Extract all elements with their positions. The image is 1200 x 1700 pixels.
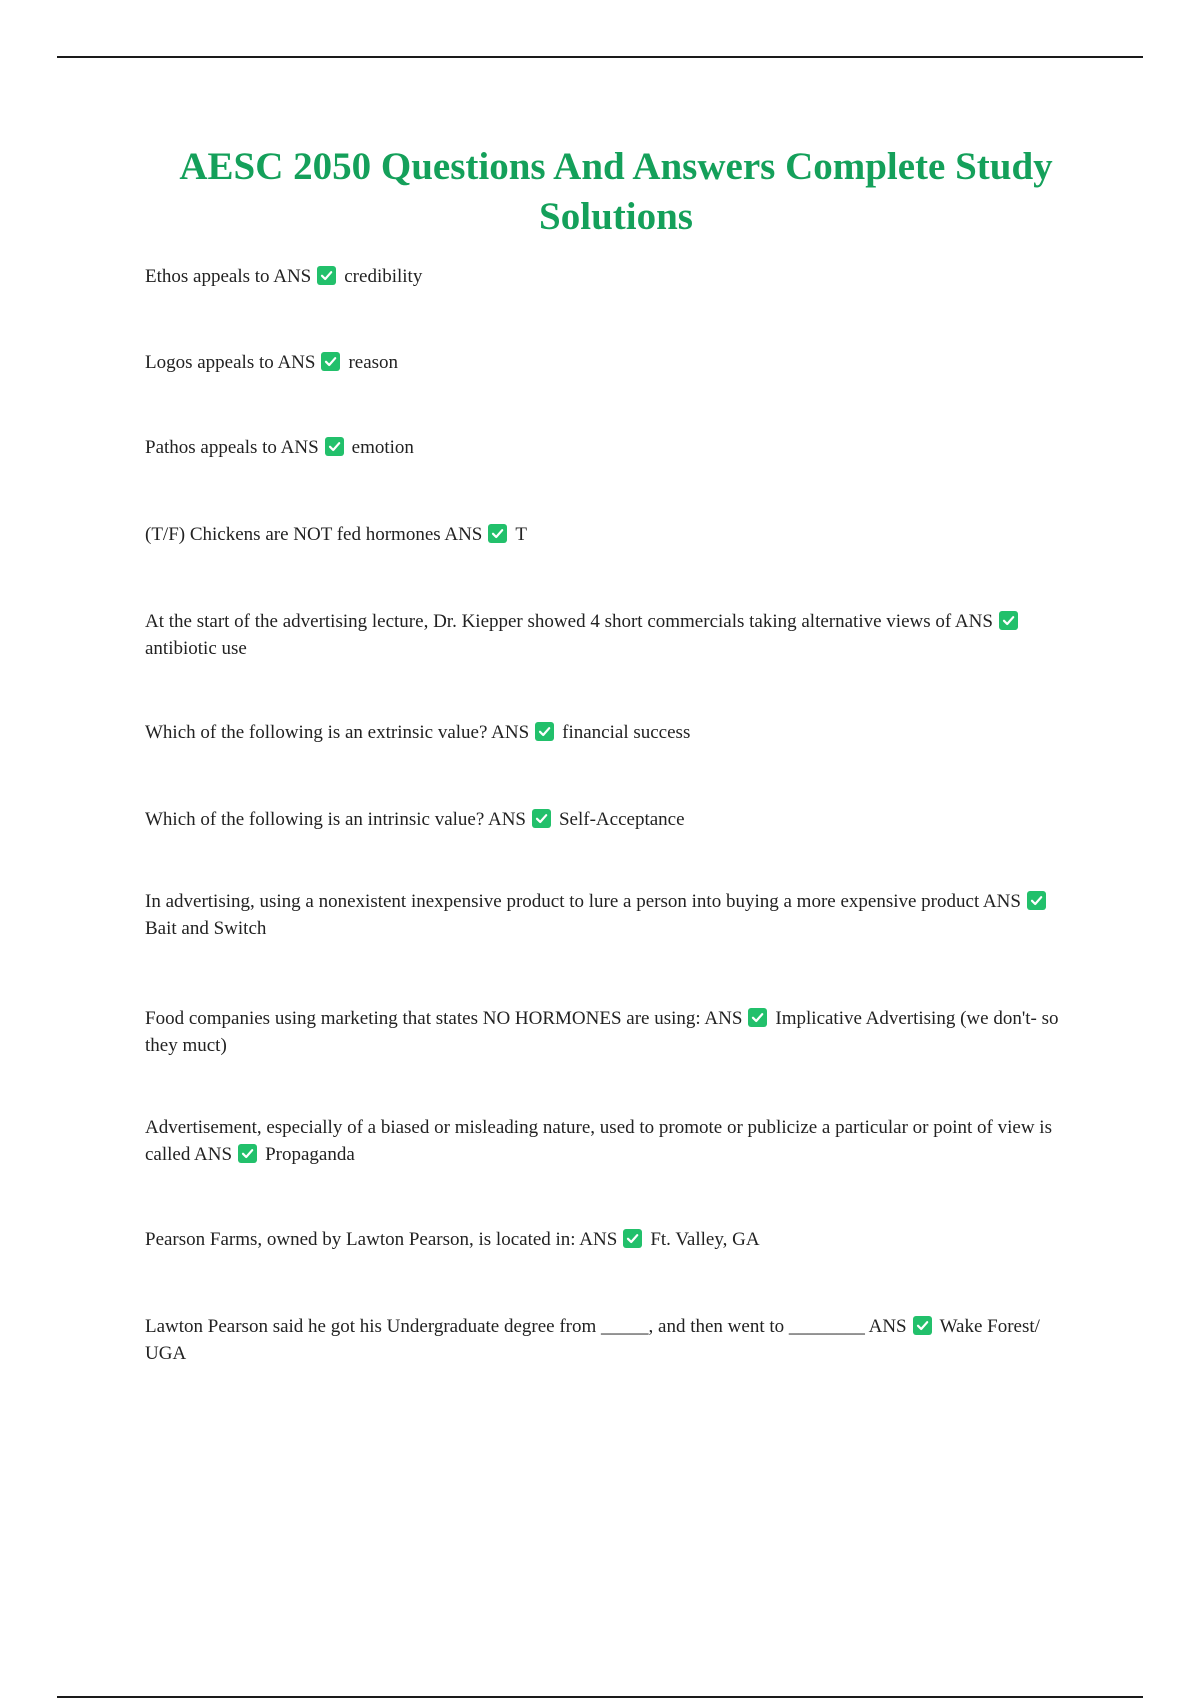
bottom-rule [57,1696,1143,1698]
question-text: Which of the following is an extrinsic value? ANS [145,722,530,743]
qa-item [145,888,1080,942]
qa-item [145,349,1080,376]
check-mark-icon [535,722,554,741]
check-mark-icon [913,1316,932,1335]
qa-item [145,719,1080,746]
qa-item [145,263,1080,290]
check-mark-icon [999,611,1018,630]
answer-text: credibility [344,266,423,287]
question-text: Which of the following is an intrinsic value? ANS [145,809,526,830]
answer-text: emotion [351,437,414,458]
qa-item [145,1114,1080,1168]
question-text: At the start of the advertising lecture, Dr. Kiepper showed 4 short commercials taking alternative views of ANS [145,611,993,632]
answer-text: Ft. Valley, GA [650,1229,760,1250]
question-text: Pathos appeals to ANS [145,437,319,458]
answer-text: Wake Forest/ UGA [145,1316,1040,1364]
question-text: (T/F) Chickens are NOT fed hormones ANS [145,524,483,545]
question-text: Lawton Pearson said he got his Undergraduate degree from _____, and then went to ________ ANS [145,1316,907,1337]
answer-text: reason [348,352,399,373]
question-text: In advertising, using a nonexistent inexpensive product to lure a person into buying a more expensive product ANS [145,891,1021,912]
check-mark-icon [488,524,507,543]
question-text: Logos appeals to ANS [145,352,316,373]
page-title: AESC 2050 Questions And Answers Complete Study Solutions [179,145,1053,238]
check-mark-icon [623,1229,642,1248]
top-rule [57,56,1143,58]
qa-item [145,806,1080,833]
check-mark-icon [748,1008,767,1027]
check-mark-icon [325,437,344,456]
qa-item [145,434,1080,461]
answer-text: Bait and Switch [145,918,267,939]
answer-text: T [515,524,527,545]
question-text: Food companies using marketing that states NO HORMONES are using: ANS [145,1008,743,1029]
qa-item [145,1313,1080,1367]
qa-item [145,521,1080,548]
check-mark-icon [321,352,340,371]
qa-item [145,608,1080,662]
qa-item [145,1226,1080,1253]
qa-item [145,1005,1080,1059]
question-text: Advertisement, especially of a biased or misleading nature, used to promote or publicize a particular or point of view is called ANS [145,1117,1052,1165]
question-text: Ethos appeals to ANS [145,266,312,287]
answer-text: financial success [562,722,691,743]
check-mark-icon [1027,891,1046,910]
check-mark-icon [532,809,551,828]
answer-text: Implicative Advertising (we don't- so they muct) [145,1008,1059,1056]
check-mark-icon [317,266,336,285]
question-text: Pearson Farms, owned by Lawton Pearson, is located in: ANS [145,1229,618,1250]
answer-text: antibiotic use [145,638,247,659]
check-mark-icon [238,1144,257,1163]
answer-text: Propaganda [265,1144,355,1165]
answer-text: Self-Acceptance [558,809,685,830]
